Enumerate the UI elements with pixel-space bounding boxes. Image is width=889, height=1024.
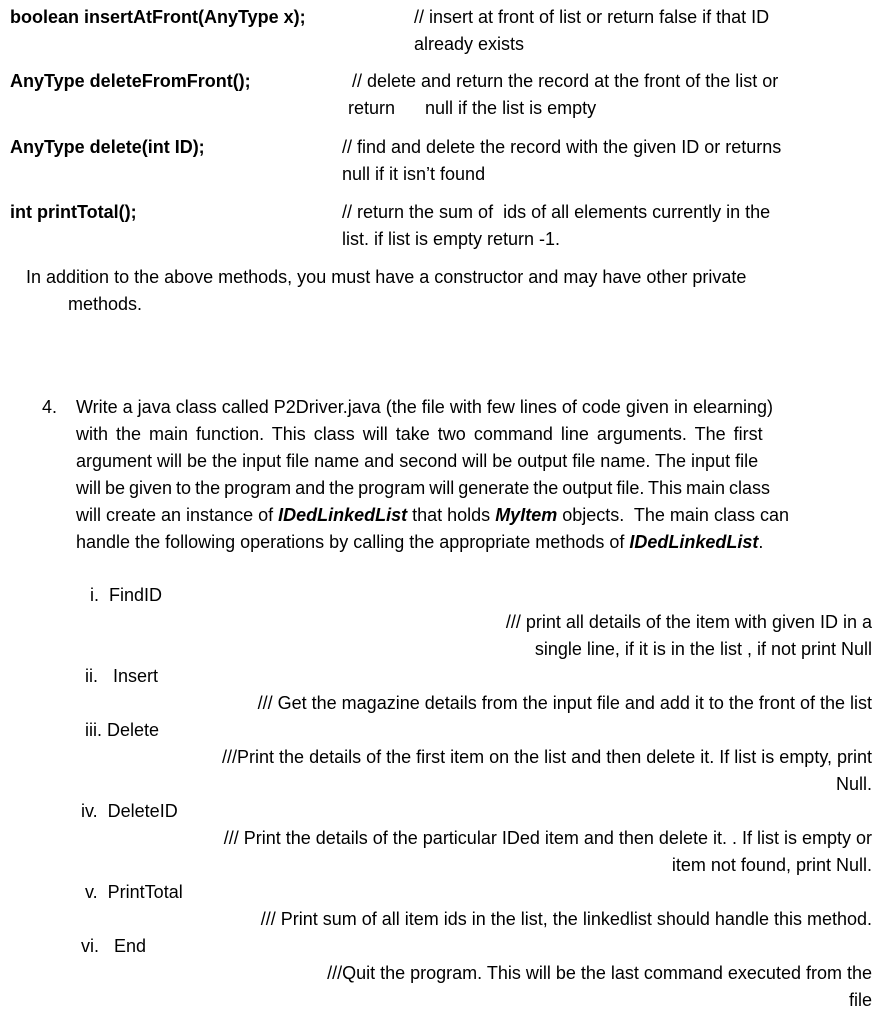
operation-desc-deleteid — [224, 825, 872, 879]
operation-desc-insert: /// Get the magazine details from the input file and add it to the front of the list — [257, 693, 872, 713]
paragraph-line: Write a java class called P2Driver.java (the file with few lines of code given in elearning) — [76, 397, 773, 417]
comment-line: // return the sum of ids of all elements currently in the — [342, 202, 771, 222]
desc-line: file — [848, 990, 872, 1010]
class-name-idedlinkedlist: IDedLinkedList — [629, 532, 759, 552]
operation-label-printtotal: v. PrintTotal — [85, 882, 183, 902]
desc-line: item not found, print Null. — [671, 855, 872, 875]
desc-line: /// Print the details of the particular IDed item and then delete it. . If list is empty or — [223, 828, 872, 848]
operation-desc-findid — [506, 609, 872, 663]
comment-line: list. if list is empty return -1. — [342, 229, 561, 249]
text-run: handle the following operations by calling the appropriate methods of — [76, 532, 630, 552]
text-run: . — [758, 532, 764, 552]
comment-line: null if it isn’t found — [342, 164, 486, 184]
method-comment-delete — [342, 134, 781, 188]
comment-line: return null if the list is empty — [348, 98, 597, 118]
paragraph-line: argument will be the input file name and second will be output file name. The input file — [76, 451, 759, 471]
method-signature-print-total: int printTotal(); — [10, 202, 137, 222]
desc-line: Null. — [835, 774, 872, 794]
comment-line: // find and delete the record with the given ID or returns — [342, 137, 782, 157]
method-comment-print-total — [342, 199, 770, 253]
comment-line: already exists — [414, 34, 525, 54]
desc-line: single line, if it is in the list , if not print Null — [534, 639, 872, 659]
method-comment-insert — [414, 4, 769, 58]
method-comment-delete-from-front — [348, 68, 778, 122]
constructor-note — [26, 264, 872, 318]
operation-label-findid: i. FindID — [90, 585, 163, 605]
text-run: objects. The main class can — [557, 505, 789, 525]
method-signature-delete-from-front: AnyType deleteFromFront(); — [10, 71, 251, 91]
method-signature-delete: AnyType delete(int ID); — [10, 137, 205, 157]
desc-line: /// print all details of the item with given ID in a — [505, 612, 872, 632]
text-run: will create an instance of — [76, 505, 279, 525]
desc-line: ///Print the details of the first item on the list and then delete it. If list is empty, print — [222, 747, 872, 767]
note-line: In addition to the above methods, you must have a constructor and may have other private — [26, 267, 747, 287]
desc-line: ///Quit the program. This will be the last command executed from the — [327, 963, 872, 983]
comment-line: // insert at front of list or return false if that ID — [414, 7, 770, 27]
operation-label-insert: ii. Insert — [85, 666, 159, 686]
paragraph-line: will be given to the program and the program will generate the output file. This main class — [76, 478, 771, 498]
task-4-paragraph — [76, 394, 872, 556]
paragraph-line — [76, 502, 872, 529]
class-name-idedlinkedlist: IDedLinkedList — [278, 505, 408, 525]
operation-desc-delete — [222, 744, 872, 798]
operation-label-delete: iii. Delete — [85, 720, 160, 740]
note-line: methods. — [68, 294, 143, 314]
class-name-myitem: MyItem — [495, 505, 558, 525]
operation-label-end: vi. End — [81, 936, 147, 956]
operation-desc-end — [327, 960, 872, 1014]
method-signature-insert: boolean insertAtFront(AnyType x); — [10, 7, 306, 27]
paragraph-line — [76, 529, 872, 556]
task-number: 4. — [42, 397, 58, 417]
text-run: that holds — [407, 505, 496, 525]
operation-desc-printtotal: /// Print sum of all item ids in the list, the linkedlist should handle this method. — [260, 909, 872, 929]
paragraph-line: with the main function. This class will take two command line arguments. The first — [76, 424, 763, 444]
comment-line: // delete and return the record at the front of the list or — [352, 71, 779, 91]
operation-label-deleteid: iv. DeleteID — [81, 801, 178, 821]
